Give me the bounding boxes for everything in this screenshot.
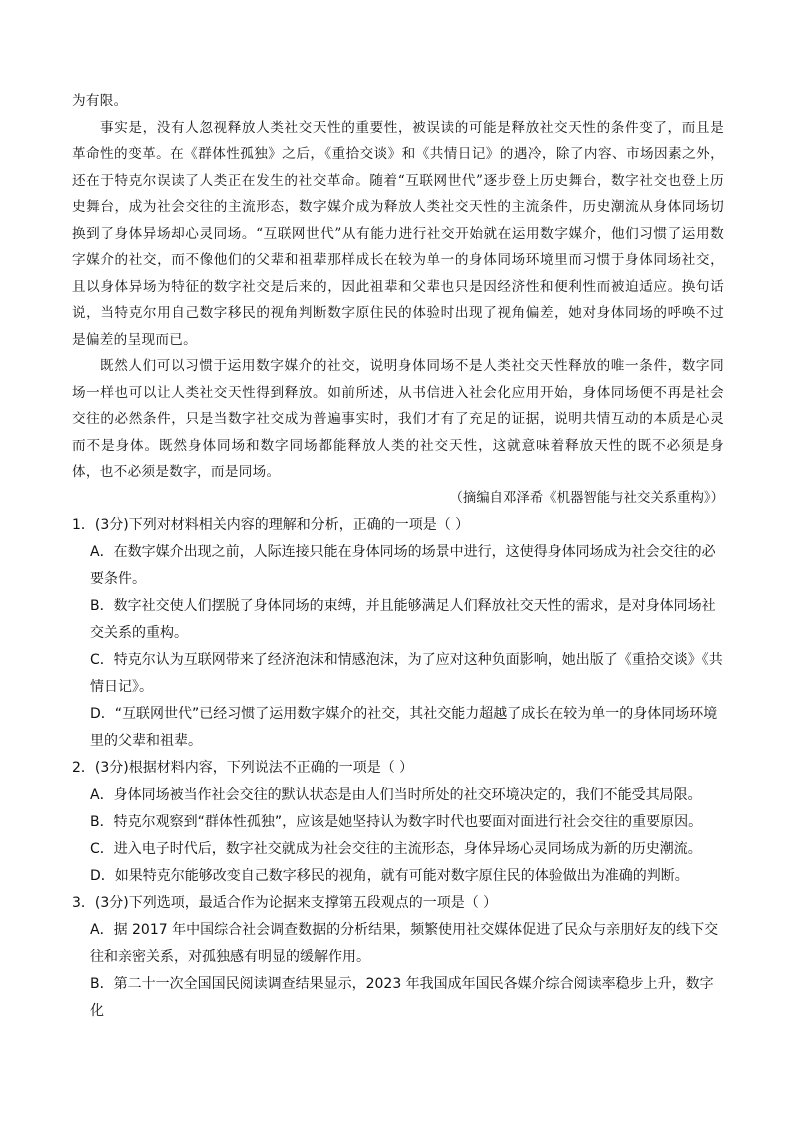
passage-paragraph-2: 既然人们可以习惯于运用数字媒介的社交，说明身体同场不是人类社交天性释放的唯一条件，数字同场一样也可以让人类社交天性得到释放。如前所述，从书信进入社会化应用开始，身体同场便不再是社会交往的必然条件，只是当数字社交成为普遍事实时，我们才有了充足的证据，说明共情互动的本质是心灵而不是身体。既然身体同场和数字同场都能释放人类的社交天性，这就意味着释放天性的既不必须是身体，也不必须是数字，而是同场。 <box>72 358 724 480</box>
option-c: C．进入电子时代后，数字社交就成为社会交往的主流形态，身体异场心灵同场成为新的历史潮流。 <box>90 840 702 857</box>
document-page <box>72 88 724 1025</box>
option-a: A．在数字媒介出现之前，人际连接只能在身体同场的场景中进行，这使得身体同场成为社会交往的必要条件。 <box>90 543 716 587</box>
passage-paragraph-1: 事实是，没有人忽视释放人类社交天性的重要性，被误读的可能是释放社交天性的条件变了，而且是革命性的变革。在《群体性孤独》之后，《重拾交谈》和《共情日记》的遇冷，除了内容、市场因素之外，还在于特克尔误读了人类正在发生的社交革命。随着“互联网世代”逐步登上历史舞台，数字社交也登上历史舞台，成为社会交往的主流形态，数字媒介成为释放人类社交天性的主流条件，历史潮流从身体同场切换到了身体异场却心灵同场。“互联网世代”从有能力进行社交开始就在运用数字媒介，他们习惯了运用数字媒介的社交，而不像他们的父辈和祖辈那样成长在较为单一的身体同场环境里而习惯于身体同场社交，且以身体异场为特征的数字社交是后来的，因此祖辈和父辈也只是因经济性和便利性而被迫适应。换句话说，当特克尔用自己数字移民的视角判断数字原住民的体验时出现了视角偏差，她对身体同场的呼唤不过是偏差的呈现而已。 <box>72 119 724 348</box>
option-a: A．据 2017 年中国综合社会调查数据的分析结果，频繁使用社交媒体促进了民众与亲朋好友的线下交往和亲密关系，对孤独感有明显的缓解作用。 <box>90 921 719 965</box>
option-b: B．数字社交使人们摆脱了身体同场的束缚，并且能够满足人们释放社交天性的需求，是对身体同场社交关系的重构。 <box>90 597 716 641</box>
question-3 <box>72 890 724 1025</box>
option-a: A．身体同场被当作社会交往的默认状态是由人们当时所处的社交环境决定的，我们不能受其局限。 <box>90 786 702 803</box>
option-b: B．特克尔观察到“群体性孤独”，应该是她坚持认为数字时代也要面对面进行社会交往的重要原因。 <box>90 813 703 830</box>
option-d: D．如果特克尔能够改变自己数字移民的视角，就有可能对数字原住民的体验做出为准确的判断。 <box>90 867 689 884</box>
question-stem: 3．(3分)下列选项，最适合作为论据来支撑第五段观点的一项是（ ） <box>72 894 498 911</box>
passage-source: （摘编自邓泽希《机器智能与社交关系重构》） <box>449 490 724 506</box>
option-c: C．特克尔认为互联网带来了经济泡沫和情感泡沫，为了应对这种负面影响，她出版了《重拾交谈》《共情日记》。 <box>90 651 723 695</box>
question-1 <box>72 512 724 755</box>
question-stem: 1．(3分)下列对材料相关内容的理解和分析，正确的一项是（ ） <box>72 516 470 533</box>
option-d: D．“互联网世代”已经习惯了运用数字媒介的社交，其社交能力超越了成长在较为单一的身体同场环境里的父辈和祖辈。 <box>90 705 718 749</box>
question-2 <box>72 755 724 890</box>
question-stem: 2．(3分)根据材料内容，下列说法不正确的一项是（ ） <box>72 759 414 776</box>
option-b: B．第二十一次全国国民阅读调查结果显示，2023 年我国成年国民各媒介综合阅读率稳步上升，数字化 <box>90 975 714 1019</box>
passage-paragraph-0: 为有限。 <box>72 93 128 109</box>
